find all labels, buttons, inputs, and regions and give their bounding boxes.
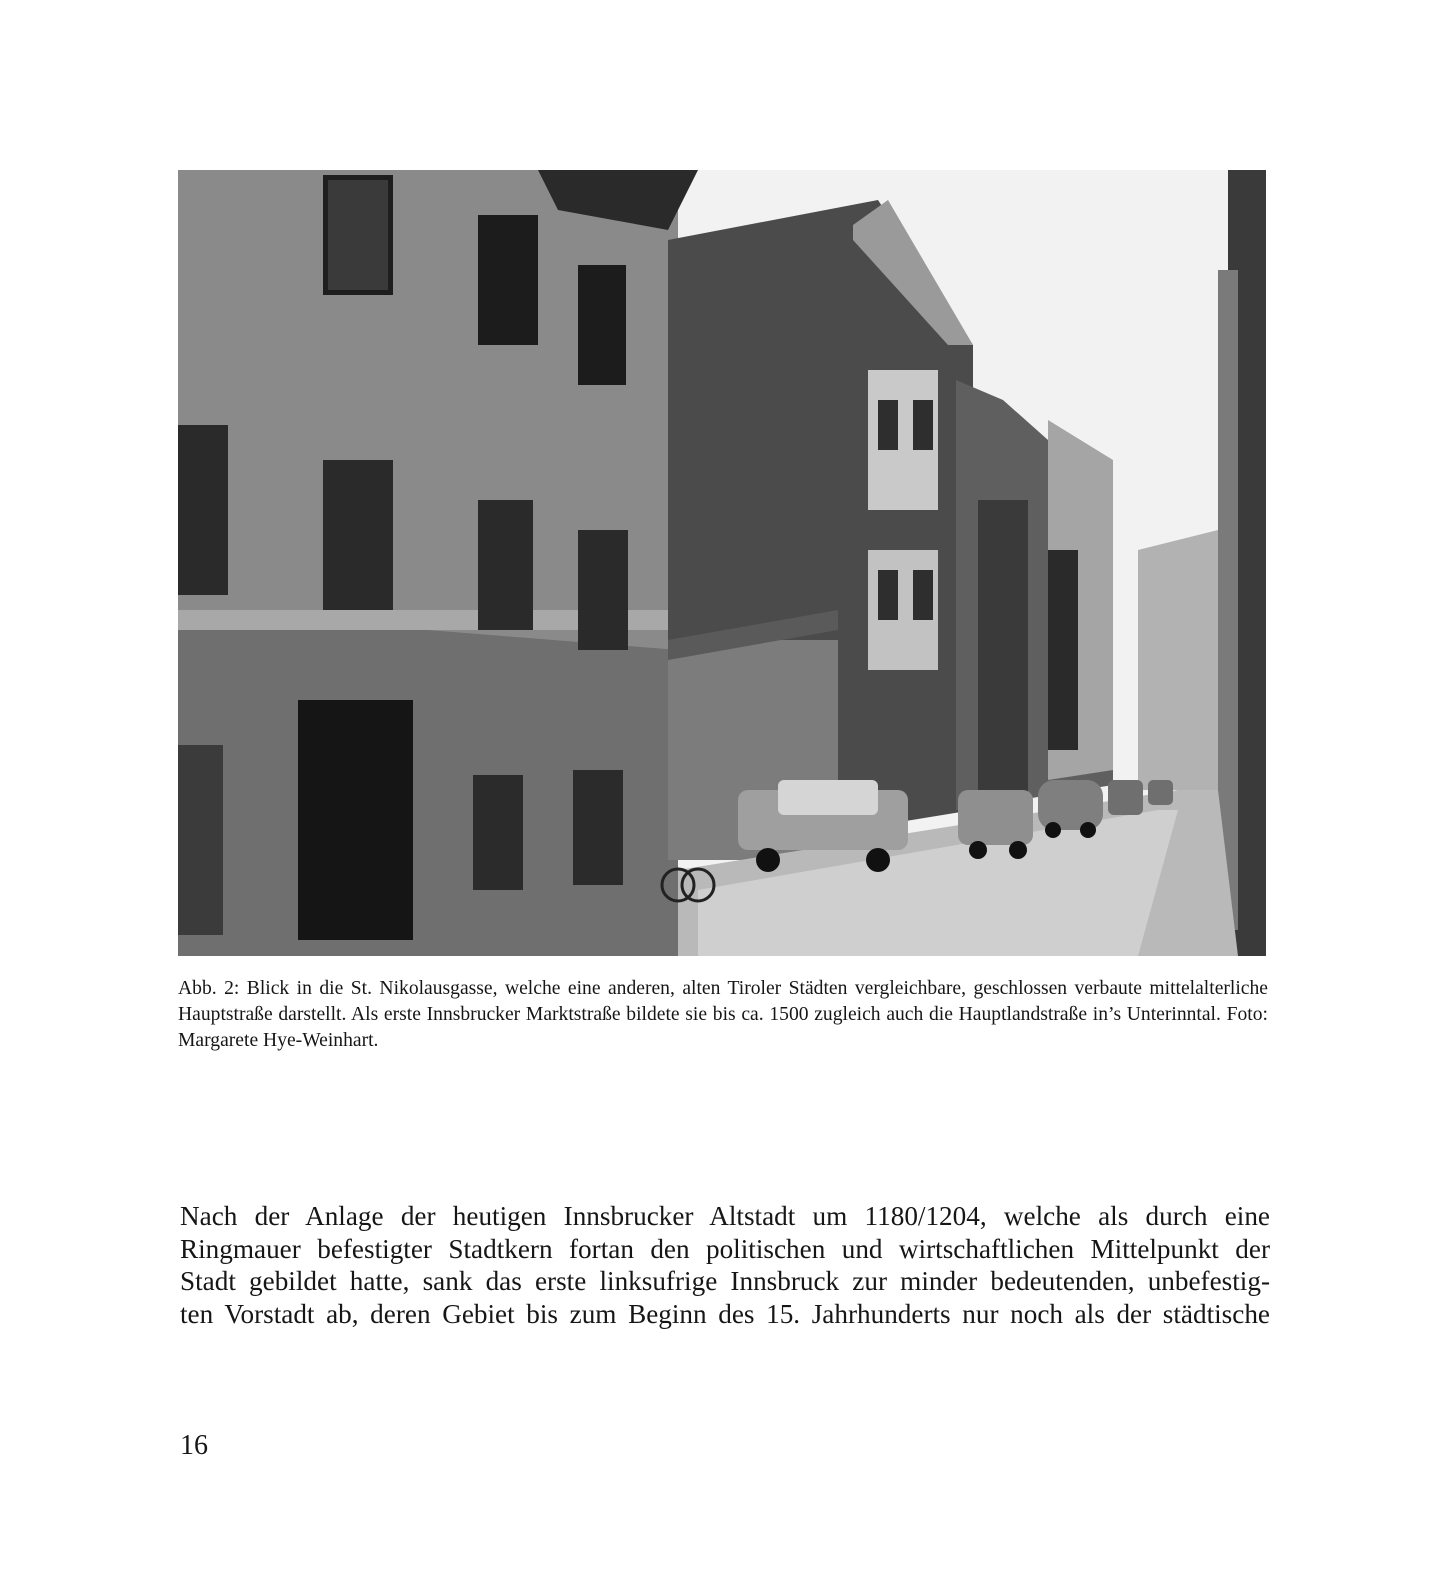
street-photograph bbox=[178, 170, 1266, 956]
figure-caption: Abb. 2: Blick in die St. Nikolausgasse, welche eine anderen, alten Tiroler Städten vergleichbare, geschlossen verbaute mittelalterliche Hauptstraße darstellt. Als erste Innsbrucker Marktstraße bildete sie bis ca. 1500 zugleich auch die Hauptlandstraße in’s Unterinntal. Foto: Margarete Hye-Weinhart. bbox=[178, 978, 1268, 1051]
body-line: Stadt gebildet hatte, sank das erste linksufrige Innsbruck zur minder bedeutenden, unbefestig- bbox=[180, 1266, 1270, 1296]
street-photo-illustration bbox=[178, 170, 1266, 956]
body-line: ten Vorstadt ab, deren Gebiet bis zum Beginn des 15. Jahrhunderts nur noch als der städtische bbox=[180, 1298, 1270, 1329]
body-paragraph bbox=[180, 1200, 1270, 1330]
body-line: Nach der Anlage der heutigen Innsbrucker Altstadt um 1180/1204, welche als durch eine bbox=[180, 1201, 1270, 1231]
body-line: Ringmauer befestigter Stadtkern fortan den politischen und wirtschaftlichen Mittelpunkt der bbox=[180, 1233, 1270, 1264]
page-number: 16 bbox=[180, 1430, 208, 1461]
